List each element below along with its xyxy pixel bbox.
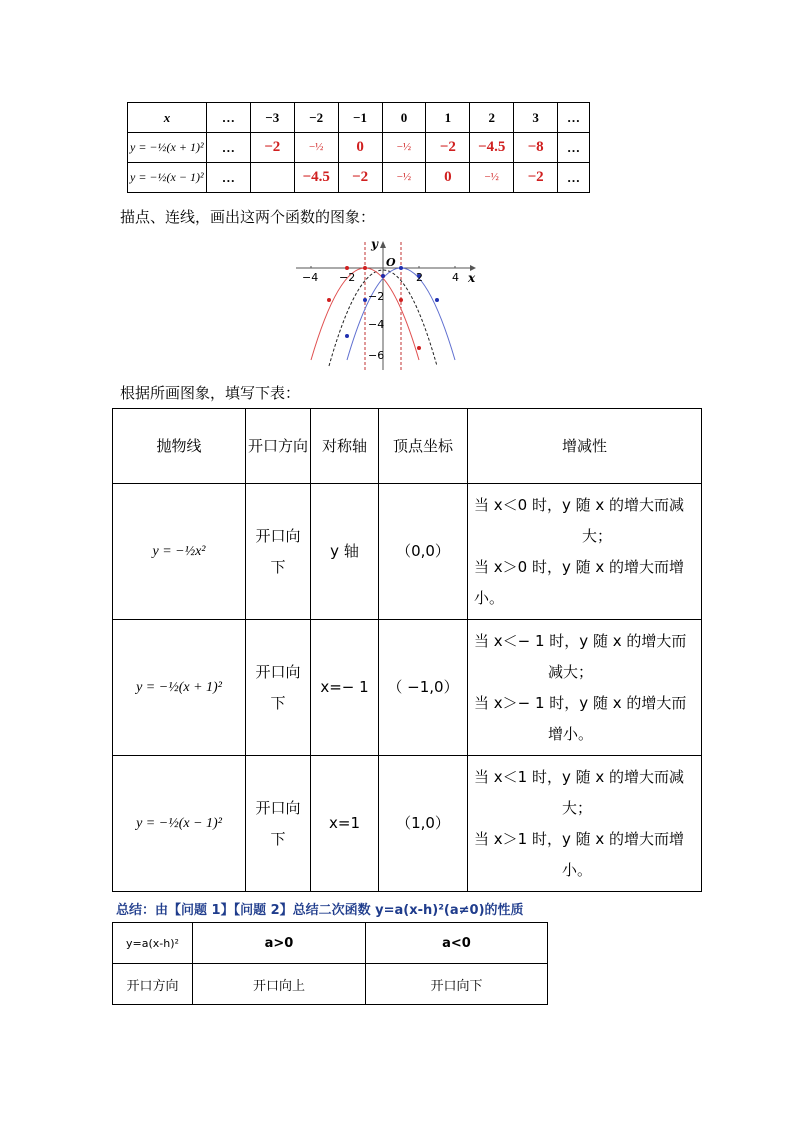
desc-line: 当 x＜1 时，y 随 x 的增大而减 xyxy=(474,767,685,786)
x-header: x xyxy=(128,103,207,133)
row-function: y = −½(x + 1)² xyxy=(113,620,246,756)
desc-line: 当 x＜0 时，y 随 x 的增大而减 xyxy=(474,495,685,514)
cell: −½ xyxy=(294,133,338,163)
header-vertex: 顶点坐标 xyxy=(379,409,468,484)
row2-function: y = −½(x − 1)² xyxy=(128,163,207,193)
row-function: y = −½(x − 1)² xyxy=(113,756,246,892)
cell: −4.5 xyxy=(294,163,338,193)
desc-line: 减大； xyxy=(548,662,594,681)
row-axis: x=1 xyxy=(311,756,379,892)
row-axis: y 轴 xyxy=(311,484,379,620)
cell: … xyxy=(206,133,250,163)
row-direction: 开口向下 xyxy=(246,620,311,756)
point xyxy=(381,274,385,278)
point xyxy=(399,298,403,302)
header-cell: 1 xyxy=(426,103,470,133)
cell: −4.5 xyxy=(470,133,514,163)
row-axis: x=− 1 xyxy=(311,620,379,756)
point xyxy=(345,266,349,270)
header-cell: 2 xyxy=(470,103,514,133)
point xyxy=(399,266,403,270)
row-monotonicity xyxy=(468,756,702,892)
row-monotonicity xyxy=(468,484,702,620)
summary-header-aneg: a<0 xyxy=(366,923,548,964)
cell: −½ xyxy=(382,133,426,163)
summary-heading: 总结：由【问题 1】【问题 2】总结二次函数 y=a(x-h)²(a≠0)的性质 xyxy=(116,903,524,918)
cell: −2 xyxy=(426,133,470,163)
row-direction: 开口向下 xyxy=(246,756,311,892)
desc-line: 当 x＞1 时，y 随 x 的增大而增 xyxy=(474,829,685,848)
value-table-row-1 xyxy=(128,133,590,163)
header-cell: 3 xyxy=(514,103,558,133)
y-axis-label: y xyxy=(371,237,378,251)
header-axis: 对称轴 xyxy=(311,409,379,484)
properties-row xyxy=(113,484,702,620)
cell: 0 xyxy=(426,163,470,193)
cell: −½ xyxy=(470,163,514,193)
header-cell: −1 xyxy=(338,103,382,133)
point xyxy=(345,334,349,338)
header-cell: −3 xyxy=(250,103,294,133)
header-cell: … xyxy=(206,103,250,133)
summary-table xyxy=(112,922,548,1005)
desc-line: 小。 xyxy=(562,860,593,879)
summary-header-apos: a>0 xyxy=(193,923,366,964)
desc-line: 大； xyxy=(582,526,613,545)
properties-row xyxy=(113,620,702,756)
summary-header-func: y=a(x-h)² xyxy=(113,923,193,964)
x-tick-label: 2 xyxy=(416,271,423,284)
row-vertex: （1,0） xyxy=(379,756,468,892)
parabola-graph xyxy=(292,236,484,370)
cell xyxy=(250,163,294,193)
point xyxy=(435,298,439,302)
x-tick-label: −2 xyxy=(339,271,356,284)
y-tick-label: −6 xyxy=(368,349,385,362)
row-function: y = −½x² xyxy=(113,484,246,620)
desc-line: 小。 xyxy=(474,588,505,607)
row-direction: 开口向下 xyxy=(246,484,311,620)
value-table-header xyxy=(128,103,590,133)
intro-text: 描点、连线，画出这两个函数的图象： xyxy=(120,208,376,226)
header-direction: 开口方向 xyxy=(246,409,311,484)
value-table xyxy=(127,102,590,193)
cell: … xyxy=(206,163,250,193)
row-monotonicity xyxy=(468,620,702,756)
header-cell: … xyxy=(558,103,590,133)
row-vertex: （0,0） xyxy=(379,484,468,620)
summary-row-aneg: 开口向下 xyxy=(366,964,548,1005)
summary-header xyxy=(113,923,548,964)
x-tick-label: −4 xyxy=(302,271,319,284)
desc-line: 当 x＜− 1 时，y 随 x 的增大而 xyxy=(474,631,687,650)
x-tick-label: 4 xyxy=(452,271,459,284)
summary-row xyxy=(113,964,548,1005)
summary-row-apos: 开口向上 xyxy=(193,964,366,1005)
desc-line: 当 x＞− 1 时，y 随 x 的增大而 xyxy=(474,693,687,712)
header-cell: −2 xyxy=(294,103,338,133)
y-tick-label: −2 xyxy=(368,290,385,303)
y-tick-label: −4 xyxy=(368,318,385,331)
origin-label: O xyxy=(386,256,396,269)
properties-row xyxy=(113,756,702,892)
fill-text: 根据所画图象，填写下表： xyxy=(120,384,301,402)
cell: −2 xyxy=(514,163,558,193)
properties-table xyxy=(112,408,702,892)
header-cell: 0 xyxy=(382,103,426,133)
x-axis-label: x xyxy=(468,271,476,285)
cell: … xyxy=(558,133,590,163)
header-parabola: 抛物线 xyxy=(113,409,246,484)
row-vertex: （ −1,0） xyxy=(379,620,468,756)
desc-line: 当 x＞0 时，y 随 x 的增大而增 xyxy=(474,557,685,576)
point xyxy=(363,266,367,270)
cell: −2 xyxy=(338,163,382,193)
summary-row-label: 开口方向 xyxy=(113,964,193,1005)
cell: −2 xyxy=(250,133,294,163)
header-monotonicity: 增减性 xyxy=(468,409,702,484)
point xyxy=(363,298,367,302)
cell: −½ xyxy=(382,163,426,193)
properties-header xyxy=(113,409,702,484)
row1-function: y = −½(x + 1)² xyxy=(128,133,207,163)
point xyxy=(417,346,421,350)
y-axis-arrow xyxy=(380,241,386,248)
cell: 0 xyxy=(338,133,382,163)
desc-line: 增小。 xyxy=(548,724,594,743)
value-table-row-2 xyxy=(128,163,590,193)
cell: −8 xyxy=(514,133,558,163)
cell: … xyxy=(558,163,590,193)
desc-line: 大； xyxy=(562,798,593,817)
point xyxy=(327,298,331,302)
